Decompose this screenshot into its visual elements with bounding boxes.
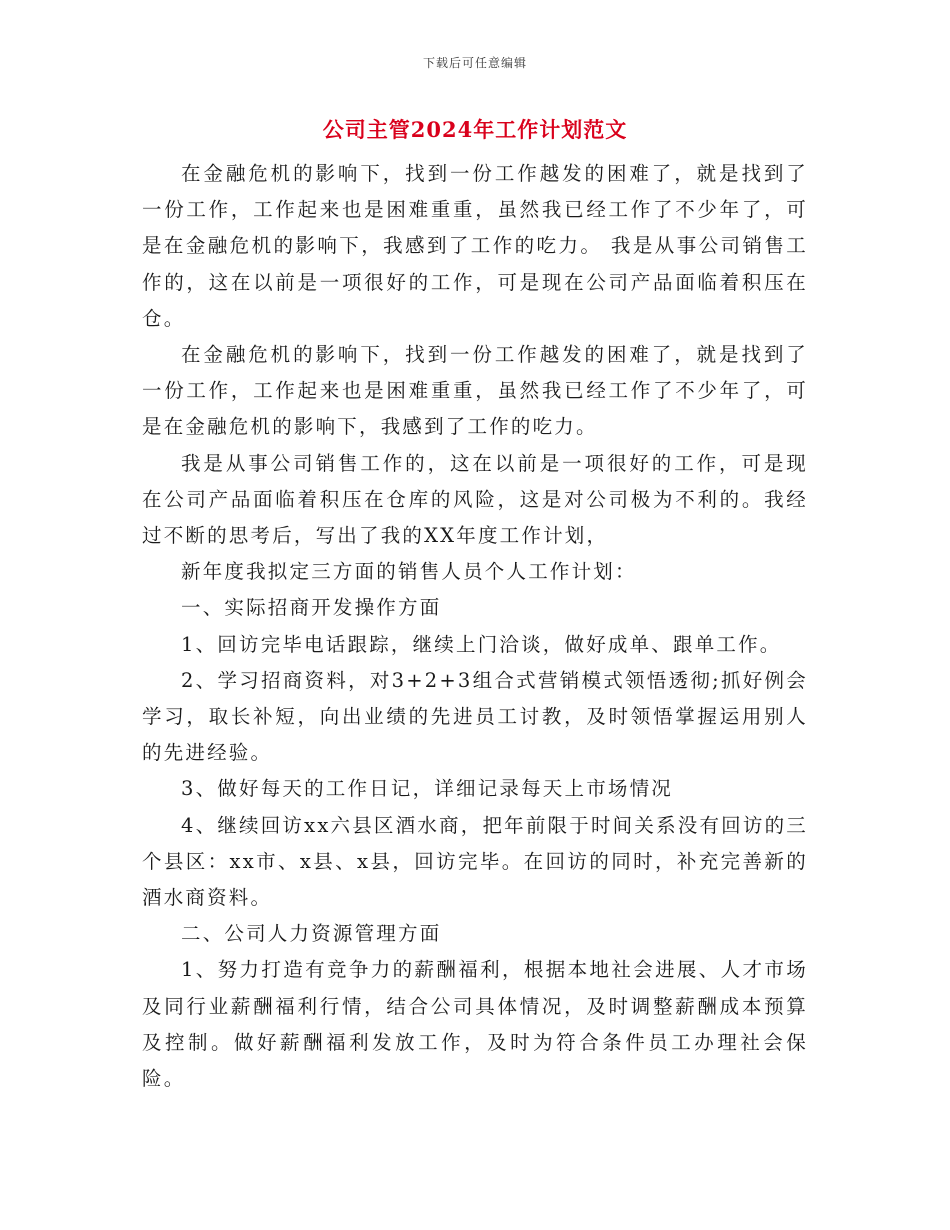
document-title: 公司主管2024年工作计划范文 [322, 117, 628, 142]
document-body [142, 156, 808, 1097]
list-item: 3、做好每天的工作日记，详细记录每天上市场情况 [181, 777, 674, 801]
list-item: 4、继续回访xx六县区酒水商，把年前限于时间关系没有回访的三个县区：xx市、x县、x县，回访完毕。在回访的同时，补充完善新的酒水商资料。 [142, 813, 808, 910]
paragraph: 在金融危机的影响下，找到一份工作越发的困难了，就是找到了一份工作，工作起来也是困难重重，虽然我已经工作了不少年了，可是在金融危机的影响下，我感到了工作的吃力。 [142, 343, 808, 439]
list-item: 1、回访完毕电话跟踪，继续上门洽谈，做好成单、跟单工作。 [181, 632, 782, 656]
paragraph: 在金融危机的影响下，找到一份工作越发的困难了，就是找到了一份工作，工作起来也是困难重重，虽然我已经工作了不少年了，可是在金融危机的影响下，我感到了工作的吃力。 我是从事公司销售工作的，这在以前是一项很好的工作，可是现在公司产品面临着积压在仓。 [142, 162, 808, 330]
header-note: 下载后可任意编辑 [422, 56, 527, 70]
list-item: 2、学习招商资料，对3+2+3组合式营销模式领悟透彻;抓好例会学习，取长补短，向出业绩的先进员工讨教，及时领悟掌握运用别人的先进经验。 [142, 668, 808, 765]
list-item: 1、努力打造有竞争力的薪酬福利，根据本地社会进展、人才市场及同行业薪酬福利行情，结合公司具体情况，及时调整薪酬成本预算及控制。做好薪酬福利发放工作，及时为符合条件员工办理社会保险。 [142, 958, 808, 1091]
section-heading: 一、实际招商开发操作方面 [181, 596, 442, 620]
paragraph: 我是从事公司销售工作的，这在以前是一项很好的工作，可是现在公司产品面临着积压在仓库的风险，这是对公司极为不利的。我经过不断的思考后，写出了我的XX年度工作计划， [142, 451, 808, 548]
paragraph: 新年度我拟定三方面的销售人员个人工作计划： [181, 560, 637, 584]
section-heading: 二、公司人力资源管理方面 [181, 922, 442, 946]
